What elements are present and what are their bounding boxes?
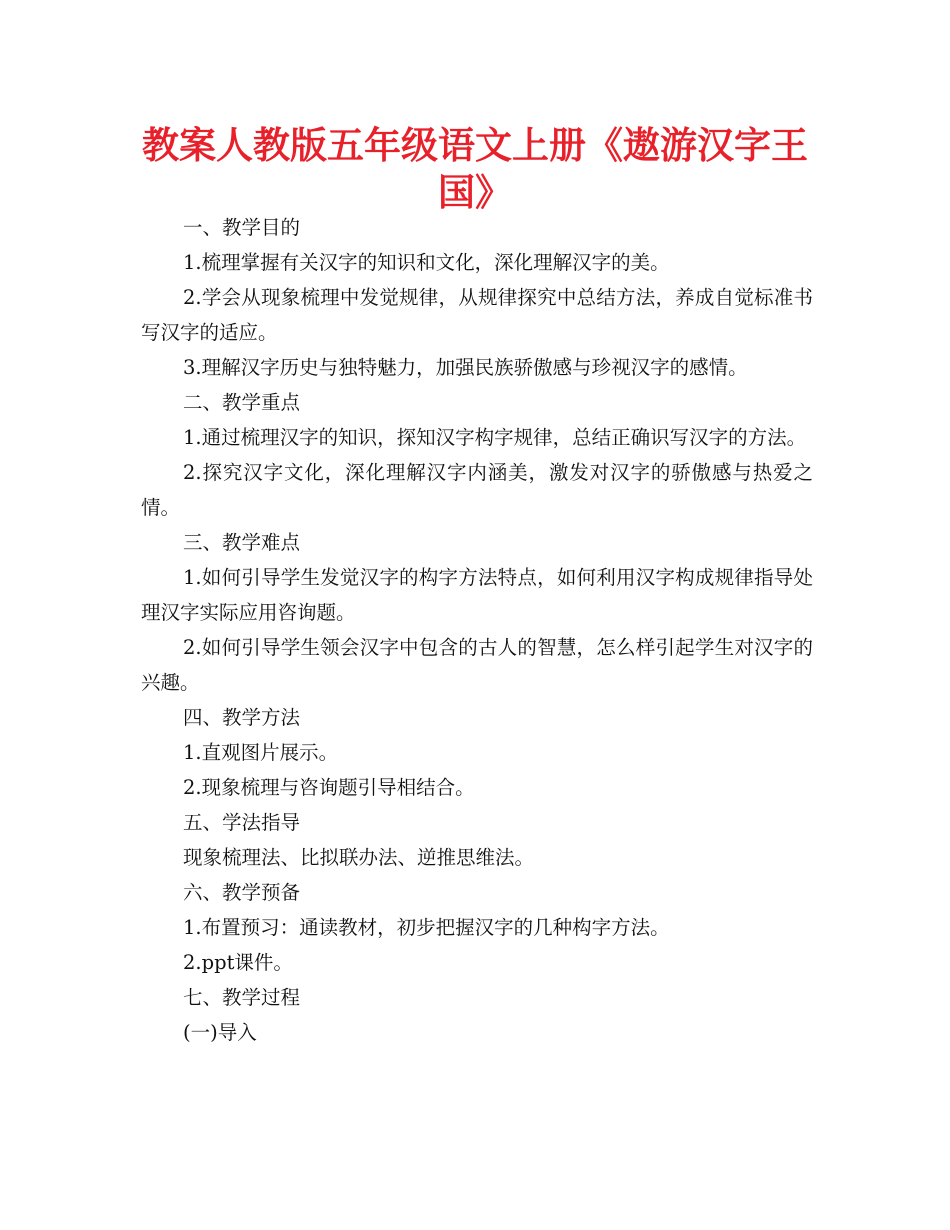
paragraph: 2.如何引导学生领会汉字中包含的古人的智慧，怎么样引起学生对汉字的兴趣。 bbox=[141, 636, 813, 694]
paragraph: 现象梳理法、比拟联办法、逆推思维法。 bbox=[183, 846, 535, 869]
paragraph: 1.布置预习：通读教材，初步把握汉字的几种构字方法。 bbox=[183, 916, 670, 939]
section-heading-key-points: 二、教学重点 bbox=[183, 391, 301, 414]
paragraph: 2.学会从现象梳理中发觉规律，从规律探究中总结方法，养成自觉标准书写汉字的适应。 bbox=[141, 286, 813, 344]
document-body bbox=[141, 210, 813, 1050]
section-heading-process: 七、教学过程 bbox=[183, 986, 301, 1009]
section-heading-methods: 四、教学方法 bbox=[183, 706, 301, 729]
paragraph: 1.通过梳理汉字的知识，探知汉字构字规律，总结正确识写汉字的方法。 bbox=[183, 426, 807, 449]
paragraph: 3.理解汉字历史与独特魅力，加强民族骄傲感与珍视汉字的感情。 bbox=[183, 356, 748, 379]
paragraph: 2.现象梳理与咨询题引导相结合。 bbox=[183, 776, 475, 799]
paragraph: 2.ppt课件。 bbox=[183, 951, 293, 974]
section-heading-preparation: 六、教学预备 bbox=[183, 881, 301, 904]
subsection-heading-intro: (一)导入 bbox=[183, 1021, 257, 1044]
paragraph: 1.如何引导学生发觉汉字的构字方法特点，如何利用汉字构成规律指导处理汉字实际应用咨询题。 bbox=[141, 566, 813, 624]
document-title: 教案人教版五年级语文上册《遨游汉字王国》 bbox=[142, 124, 808, 214]
paragraph: 1.直观图片展示。 bbox=[183, 741, 339, 764]
section-heading-study-guidance: 五、学法指导 bbox=[183, 811, 301, 834]
paragraph: 1.梳理掌握有关汉字的知识和文化，深化理解汉字的美。 bbox=[183, 251, 670, 274]
section-heading-difficulties: 三、教学难点 bbox=[183, 531, 301, 554]
section-heading-objectives: 一、教学目的 bbox=[183, 216, 301, 239]
paragraph: 2.探究汉字文化，深化理解汉字内涵美，激发对汉字的骄傲感与热爱之情。 bbox=[141, 461, 813, 519]
